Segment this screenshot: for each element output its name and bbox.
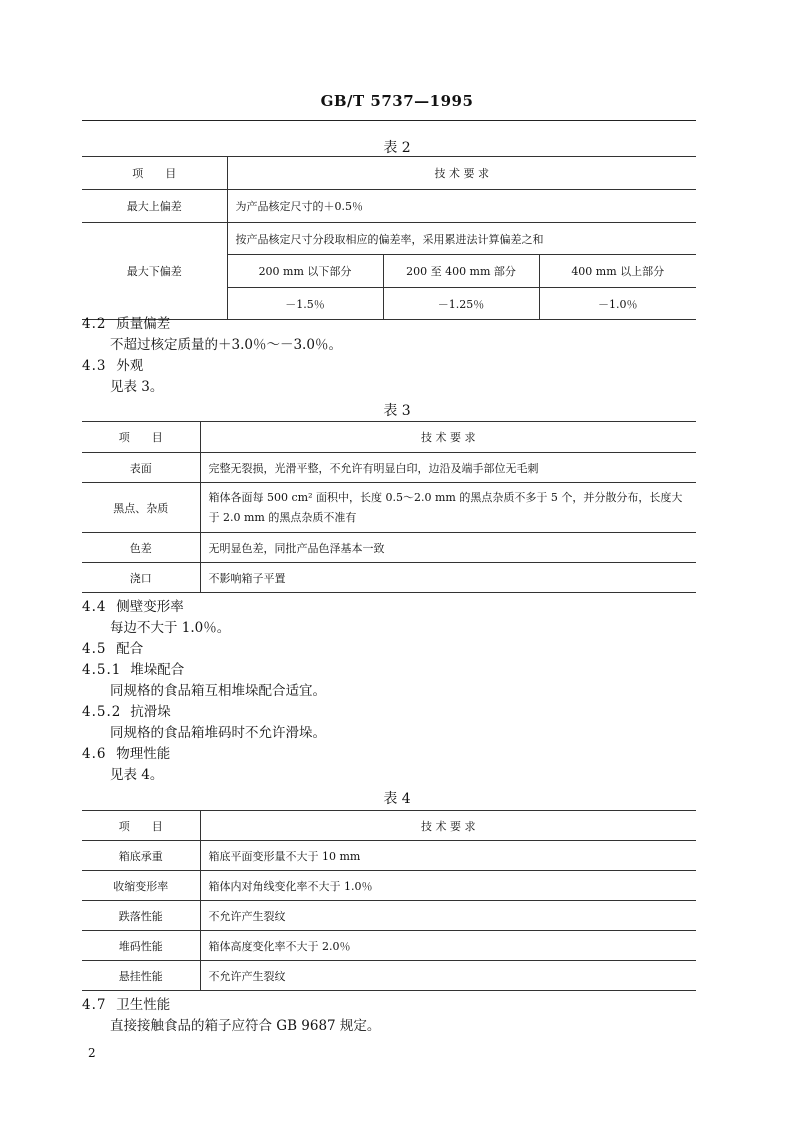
table3-row-req: 箱体各面每 500 cm² 面积中，长度 0.5～2.0 mm 的黑点杂质不多于 5 个，并分散分布，长度大于 2.0 mm 的黑点杂质不准有 [200,483,696,533]
section-4-6-heading [82,744,170,764]
section-4-4-heading [82,597,184,617]
table4-row-item: 堆码性能 [82,931,200,961]
section-title: 物理性能 [116,746,171,762]
table4-header-req: 技 术 要 求 [200,811,696,841]
section-number: 4.2 [82,316,107,332]
section-4-2-heading [82,314,170,334]
section-number: 4.7 [82,997,107,1013]
section-number: 4.3 [82,358,107,374]
table4-row-req: 箱体内对角线变化率不大于 1.0％ [200,871,696,901]
table4-caption: 表 4 [383,791,411,807]
table2-header-item: 项 目 [82,157,227,190]
table3-row-req: 完整无裂损，光滑平整，不允许有明显白印，边沿及端手部位无毛刺 [200,453,696,483]
section-4-7-heading [82,995,170,1015]
table4 [82,810,696,991]
table2-upper-label: 最大上偏差 [82,190,227,223]
table3-row-item: 表面 [82,453,200,483]
table4-row-item: 箱底承重 [82,841,200,871]
table4-row-item: 悬挂性能 [82,961,200,991]
section-4-2-body: 不超过核定质量的＋3.0％～－3.0％。 [110,337,342,353]
section-title: 配合 [116,641,144,657]
table4-row-req: 箱体高度变化率不大于 2.0％ [200,931,696,961]
table2 [82,156,696,320]
table4-header-item: 项 目 [82,811,200,841]
table3-row-item: 黑点、杂质 [82,483,200,533]
table2-value: －1.25％ [383,288,539,320]
table3-caption: 表 3 [383,403,411,419]
section-title: 卫生性能 [116,997,171,1013]
table4-row-req: 不允许产生裂纹 [200,901,696,931]
section-number: 4.5.1 [82,662,122,678]
section-number: 4.6 [82,746,107,762]
section-number: 4.5.2 [82,704,122,720]
table2-lower-label: 最大下偏差 [82,223,227,320]
section-4-5-2-heading [82,702,171,722]
section-number: 4.4 [82,599,107,615]
section-4-5-heading [82,639,143,659]
header-rule [82,120,696,121]
section-4-4-body: 每边不大于 1.0％。 [110,620,231,636]
section-4-3-heading [82,356,143,376]
table2-range: 200 至 400 mm 部分 [383,255,539,288]
table4-row-req: 不允许产生裂纹 [200,961,696,991]
table2-caption: 表 2 [383,140,411,156]
section-title: 外观 [116,358,144,374]
section-4-7-body: 直接接触食品的箱子应符合 GB 9687 规定。 [110,1018,381,1034]
section-number: 4.5 [82,641,107,657]
table2-range: 400 mm 以上部分 [539,255,696,288]
page-header-standard: GB/T 5737—1995 [320,92,474,110]
section-4-5-2-body: 同规格的食品箱堆码时不允许滑垛。 [110,725,326,741]
section-title: 抗滑垛 [130,704,171,720]
table3-row-req: 不影响箱子平置 [200,563,696,593]
section-title: 堆垛配合 [130,662,185,678]
table4-row-req: 箱底平面变形量不大于 10 mm [200,841,696,871]
table2-upper-value: 为产品核定尺寸的＋0.5％ [227,190,696,223]
table2-header-req: 技 术 要 求 [227,157,696,190]
section-4-6-body: 见表 4。 [110,767,164,783]
table2-lower-desc: 按产品核定尺寸分段取相应的偏差率，采用累进法计算偏差之和 [227,223,696,255]
table4-row-item: 收缩变形率 [82,871,200,901]
table3-row-item: 浇口 [82,563,200,593]
table3-row-item: 色差 [82,533,200,563]
section-title: 质量偏差 [116,316,171,332]
table3-row-req: 无明显色差，同批产品色泽基本一致 [200,533,696,563]
page-number: 2 [88,1046,96,1060]
section-title: 侧壁变形率 [116,599,184,615]
section-4-5-1-heading [82,660,184,680]
table2-range: 200 mm 以下部分 [227,255,383,288]
table2-value: －1.5％ [227,288,383,320]
section-4-3-body: 见表 3。 [110,379,164,395]
section-4-5-1-body: 同规格的食品箱互相堆垛配合适宜。 [110,683,326,699]
table3 [82,421,696,593]
table4-row-item: 跌落性能 [82,901,200,931]
table3-header-item: 项 目 [82,422,200,453]
table3-header-req: 技 术 要 求 [200,422,696,453]
table2-value: －1.0％ [539,288,696,320]
